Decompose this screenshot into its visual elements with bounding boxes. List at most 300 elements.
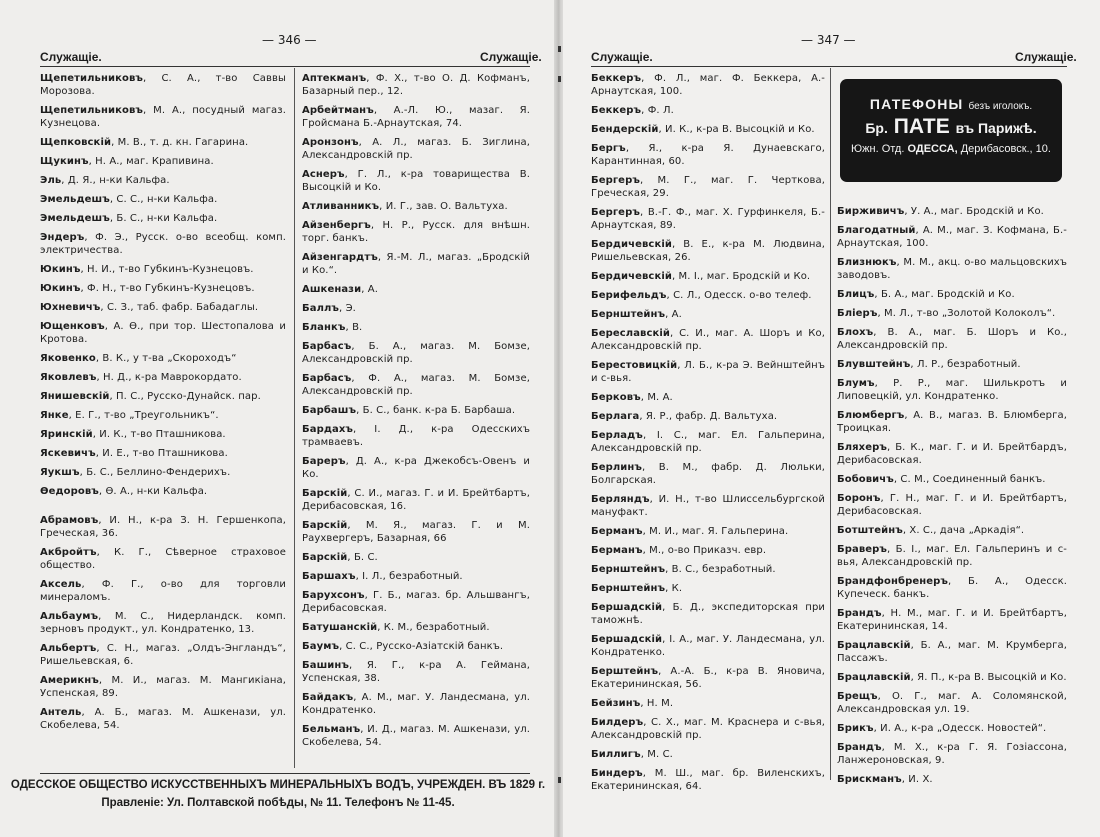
entry-details: , М. М., акц. о-во мальцовскихъ заводовъ. xyxy=(837,257,1067,281)
directory-entry xyxy=(591,697,825,710)
directory-entry xyxy=(837,307,1067,320)
entry-details: , Н. А., маг. Крапивина. xyxy=(88,156,214,167)
entry-details: , И. Д., магаз. М. Ашкенази, ул. Скобелева, 54. xyxy=(302,724,530,748)
entry-details: , М. Х., к-ра Г. Я. Гозіассона, Ланжероновская, 9. xyxy=(837,742,1067,766)
directory-entry xyxy=(591,716,825,742)
directory-entry xyxy=(591,72,825,98)
directory-entry xyxy=(837,358,1067,371)
entry-details: , Б. А., магаз. М. Бомзе, Александровскій пр. xyxy=(302,341,530,365)
ad-line-2: Бр. ПАТЕ въ Парижѣ. xyxy=(865,115,1037,138)
entry-details: , А. М., маг. У. Ландесмана, ул. Кондратенко. xyxy=(302,692,530,716)
entry-surname: Берманъ xyxy=(591,545,643,556)
directory-entry xyxy=(40,447,286,460)
entry-details: , А. М., маг. З. Кофмана, Б.-Арнаутская, 100. xyxy=(837,225,1067,249)
entry-surname: Яковлевъ xyxy=(40,372,97,383)
directory-entry xyxy=(591,308,825,321)
entry-surname: Ѳедоровъ xyxy=(40,486,99,497)
entry-surname: Бернштейнъ xyxy=(591,309,666,320)
entry-details: , М. Я., магаз. Г. и М. Раухвергеръ, Базарная, 66 xyxy=(302,520,530,544)
entry-details: , А. Б., магаз. М. Ашкенази, ул. Скобелева, 54. xyxy=(40,707,286,731)
directory-entry xyxy=(591,174,825,200)
entry-details: , Е. Г., т-во „Треугольникъ“. xyxy=(68,410,219,421)
entry-details: , Б. І., маг. Ел. Гальперинъ и с-вья, Александровскій пр. xyxy=(837,544,1067,568)
entry-details: , Н. И., т-во Губкинъ-Кузнецовъ. xyxy=(80,264,254,275)
directory-entry xyxy=(837,473,1067,486)
directory-entry xyxy=(40,409,286,422)
entry-details: , В. xyxy=(345,322,363,333)
entry-details: , М. И., маг. Я. Гальперина. xyxy=(642,526,789,537)
entry-surname: Антель xyxy=(40,707,82,718)
entry-details: , А. xyxy=(361,284,378,295)
directory-entry xyxy=(591,461,825,487)
directory-entry xyxy=(302,551,530,564)
entry-surname: Бердичевскій xyxy=(591,239,672,250)
entry-details: , А.-А. Б., к-ра В. Яновича, Екатерининская, 56. xyxy=(591,666,825,690)
fold-mark xyxy=(558,777,561,783)
entry-surname: Бершадскій xyxy=(591,634,663,645)
entry-surname: Бершадскій xyxy=(591,602,663,613)
entry-details: , Ѳ. А., н-ки Кальфа. xyxy=(98,486,208,497)
directory-entry xyxy=(591,748,825,761)
entry-surname: Берлинъ xyxy=(591,462,643,473)
entry-surname: Айзенбергъ xyxy=(302,220,371,231)
entry-details: , Г. Н., маг. Г. и И. Брейтбартъ, Дерибасовская. xyxy=(837,493,1067,517)
entry-surname: Щепетильниковъ xyxy=(40,73,143,84)
entries-column-1 xyxy=(40,72,286,738)
entry-surname: Блюмбергъ xyxy=(837,410,905,421)
entry-surname: Блицъ xyxy=(837,289,875,300)
directory-entry xyxy=(40,485,286,498)
directory-entry xyxy=(40,193,286,206)
entry-surname: Аптекманъ xyxy=(302,73,367,84)
entry-details: , Ф. Л. xyxy=(641,105,674,116)
directory-entry xyxy=(40,301,286,314)
entry-surname: Яукшъ xyxy=(40,467,80,478)
directory-entry xyxy=(837,288,1067,301)
entry-surname: Америкнъ xyxy=(40,675,99,686)
directory-entry xyxy=(302,219,530,245)
entry-surname: Бернштейнъ xyxy=(591,564,666,575)
entry-details: , И. Н., т-во Шлиссельбургской мануфакт. xyxy=(591,494,825,518)
entry-surname: Акбройтъ xyxy=(40,547,97,558)
entry-surname: Юкинъ xyxy=(40,283,81,294)
directory-entry xyxy=(591,104,825,117)
directory-entry xyxy=(40,428,286,441)
header-rule xyxy=(591,66,1067,67)
directory-entry xyxy=(40,466,286,479)
entry-details: , М. Л., т-во „Золотой Колоколъ“. xyxy=(877,308,1056,319)
entry-details: , М. И., магаз. М. Мангикіана, Успенская, 89. xyxy=(40,675,286,699)
entry-surname: Бареръ xyxy=(302,456,346,467)
directory-entry xyxy=(591,665,825,691)
entry-details: , Я. Г., к-ра А. Геймана, Успенская, 38. xyxy=(302,660,530,684)
pathe-advertisement xyxy=(840,79,1062,182)
entry-details: , Э. xyxy=(339,303,356,314)
entry-surname: Брискманъ xyxy=(837,774,902,785)
entry-surname: Барбасъ xyxy=(302,373,352,384)
directory-entry xyxy=(302,372,530,398)
entry-surname: Башинъ xyxy=(302,660,350,671)
entry-surname: Эндеръ xyxy=(40,232,85,243)
entry-surname: Юхневичъ xyxy=(40,302,101,313)
entry-details: , Л. Р., безработный. xyxy=(910,359,1021,370)
directory-entry xyxy=(40,263,286,276)
directory-entry xyxy=(40,546,286,572)
entry-details: , Р. Р., маг. Шилькротъ и Липовецкій, ул. Кондратенко. xyxy=(837,378,1067,402)
directory-entry xyxy=(40,104,286,130)
directory-entry xyxy=(302,455,530,481)
entry-surname: Барскій xyxy=(302,552,348,563)
entry-surname: Щукинъ xyxy=(40,156,89,167)
entries-column-1 xyxy=(591,72,825,799)
directory-entry xyxy=(40,72,286,98)
entry-details: , Б. К., маг. Г. и И. Брейтбардъ, Дерибасовская. xyxy=(837,442,1067,466)
entry-surname: Аксель xyxy=(40,579,82,590)
entry-surname: Янке xyxy=(40,410,69,421)
entry-details: , И. К., к-ра В. Высоцкій и Ко. xyxy=(658,124,815,135)
directory-entry xyxy=(302,104,530,130)
entry-details: , А.-Л. Ю., мазаг. Я. Гройсмана Б.-Арнаутская, 74. xyxy=(302,105,530,129)
entry-surname: Бельманъ xyxy=(302,724,361,735)
entry-details: , В. Е., к-ра М. Людвина, Ришельевская, 26. xyxy=(591,239,825,263)
entry-surname: Бирживичъ xyxy=(837,206,905,217)
directory-entry xyxy=(591,601,825,627)
entry-surname: Альбертъ xyxy=(40,643,97,654)
entry-surname: Байдакъ xyxy=(302,692,354,703)
entry-surname: Биндеръ xyxy=(591,768,643,779)
entry-details: , М. С., Нидерландск. комп. зерновъ продукт., ул. Кондратенко, 13. xyxy=(40,611,286,635)
directory-entry xyxy=(302,659,530,685)
entry-surname: Бернштейнъ xyxy=(591,583,666,594)
entry-details: , А. xyxy=(665,309,682,320)
entry-surname: Бардахъ xyxy=(302,424,354,435)
directory-entry xyxy=(40,610,286,636)
entries-column-2 xyxy=(837,205,1067,792)
directory-entry xyxy=(591,206,825,232)
fold-mark xyxy=(558,76,561,82)
directory-entry xyxy=(837,722,1067,735)
directory-entry xyxy=(837,524,1067,537)
entry-surname: Брандфонбренеръ xyxy=(837,576,949,587)
entry-details: , И. Х. xyxy=(901,774,933,785)
entry-details: , В. К., у т-ва „Скороходъ“ xyxy=(95,353,237,364)
entry-details: , І. С., маг. Ел. Гальперина, Александровскій пр. xyxy=(591,430,825,454)
entry-details: , Н. М., маг. Г. и И. Брейтбартъ, Екатерининская, 14. xyxy=(837,608,1067,632)
entry-surname: Благодатный xyxy=(837,225,916,236)
directory-entry xyxy=(837,409,1067,435)
entry-details: , И. Е., т-во Пташникова. xyxy=(95,448,228,459)
entry-surname: Берестовицкій xyxy=(591,360,678,371)
header-rule xyxy=(40,66,530,67)
entry-details: , П. С., Русско-Дунайск. пар. xyxy=(109,391,261,402)
entry-details: , С. С., н-ки Кальфа. xyxy=(109,194,218,205)
directory-entry xyxy=(302,200,530,213)
entry-surname: Атливанникъ xyxy=(302,201,380,212)
entry-surname: Айзенгардтъ xyxy=(302,252,378,263)
directory-entry xyxy=(40,674,286,700)
entry-surname: Брикъ xyxy=(837,723,874,734)
entry-details: , Я.-М. Л., магаз. „Бродскій и Ко.“. xyxy=(302,252,530,276)
entry-surname: Барбашъ xyxy=(302,405,357,416)
directory-entry xyxy=(591,633,825,659)
directory-entry xyxy=(302,283,530,296)
entry-details: , Ф. Э., Русск. о-во всеобщ. комп. электричества. xyxy=(40,232,286,256)
entry-surname: Блувштейнъ xyxy=(837,359,911,370)
entry-details: , Ф. Х., т-во О. Д. Кофманъ, Базарный пер., 12. xyxy=(302,73,530,97)
directory-entry xyxy=(40,174,286,187)
directory-entry xyxy=(40,282,286,295)
entry-details: , И. К., т-во Пташникова. xyxy=(92,429,226,440)
entry-surname: Билдеръ xyxy=(591,717,644,728)
directory-entry xyxy=(837,326,1067,352)
entry-details: , Н. М. xyxy=(640,698,674,709)
directory-entry xyxy=(591,270,825,283)
entry-details: , С. З., таб. фабр. Бабадаглы. xyxy=(100,302,259,313)
entry-details: , Н. Р., Русск. для внѣшн. торг. банкъ. xyxy=(302,220,530,244)
entry-details: , У. А., маг. Бродскій и Ко. xyxy=(904,206,1044,217)
directory-entry xyxy=(40,352,286,365)
entries-column-2 xyxy=(302,72,530,755)
directory-entry xyxy=(302,519,530,545)
entry-details: , М. І., маг. Бродскій и Ко. xyxy=(671,271,811,282)
entry-surname: Бліеръ xyxy=(837,308,878,319)
entry-surname: Брандъ xyxy=(837,742,882,753)
entry-surname: Бобовичъ xyxy=(837,474,894,485)
directory-entry xyxy=(591,582,825,595)
entry-surname: Щепковскій xyxy=(40,137,112,148)
entry-details: , А. Ѳ., при тор. Шестопалова и Кротова. xyxy=(40,321,286,345)
entry-details: , М. А. xyxy=(640,392,673,403)
directory-entry xyxy=(591,289,825,302)
column-divider xyxy=(830,68,831,780)
entry-surname: Аснеръ xyxy=(302,169,345,180)
entry-details: , С. С., Русско-Азіатскій банкъ. xyxy=(339,641,504,652)
footer-advert-title: ОДЕССКОЕ ОБЩЕСТВО ИСКУССТВЕННЫХЪ МИНЕРАЛЬНЫХЪ ВОДЪ, УЧРЕЖДЕН. ВЪ 1829 г. xyxy=(10,779,546,791)
entry-details: , Д. А., к-ра Джекобсъ-Овенъ и Ко. xyxy=(302,456,530,480)
directory-entry xyxy=(837,224,1067,250)
fold-mark xyxy=(558,46,561,52)
entry-surname: Берковъ xyxy=(591,392,641,403)
directory-entry xyxy=(40,155,286,168)
directory-entry xyxy=(40,706,286,732)
entry-details: , Я. Р., фабр. Д. Вальтуха. xyxy=(639,411,778,422)
entry-surname: Беккеръ xyxy=(591,73,642,84)
entry-surname: Щепетильниковъ xyxy=(40,105,143,116)
entry-surname: Бланкъ xyxy=(302,322,346,333)
directory-entry xyxy=(837,575,1067,601)
directory-entry xyxy=(40,514,286,540)
entry-surname: Барскій xyxy=(302,488,348,499)
directory-entry xyxy=(302,321,530,334)
entry-details: , И. Н., к-ра З. Н. Гершенкопа, Греческая, 36. xyxy=(40,515,286,539)
page-number: — 346 — xyxy=(262,33,317,47)
entry-surname: Берманъ xyxy=(591,526,643,537)
entry-details: , І. А., маг. У. Ландесмана, ул. Кондратенко. xyxy=(591,634,825,658)
entry-surname: Брацлавскій xyxy=(837,640,911,651)
entry-details: , О. Г., маг. А. Соломянской, Александровская ул. 19. xyxy=(837,691,1067,715)
directory-entry xyxy=(591,429,825,455)
directory-entry xyxy=(591,410,825,423)
directory-entry xyxy=(837,377,1067,403)
directory-entry xyxy=(591,563,825,576)
directory-entry xyxy=(591,142,825,168)
entry-surname: Блохъ xyxy=(837,327,874,338)
entry-surname: Берляндъ xyxy=(591,494,650,505)
entry-surname: Юкинъ xyxy=(40,264,81,275)
entry-details: , Х. С., дача „Аркадія“. xyxy=(902,525,1025,536)
entry-surname: Ботштейнъ xyxy=(837,525,903,536)
entry-surname: Ющенковъ xyxy=(40,321,105,332)
entry-surname: Барухсонъ xyxy=(302,590,365,601)
directory-entry xyxy=(40,136,286,149)
entry-surname: Арбейтманъ xyxy=(302,105,374,116)
entry-surname: Барскій xyxy=(302,520,348,531)
directory-entry xyxy=(591,544,825,557)
directory-entry xyxy=(837,205,1067,218)
directory-entry xyxy=(837,639,1067,665)
page-number: — 347 — xyxy=(801,33,856,47)
entry-details: , К. М., безработный. xyxy=(377,622,490,633)
entry-details: , Ф. Л., маг. Ф. Беккера, А.-Арнаутская, 100. xyxy=(591,73,825,97)
directory-entry xyxy=(40,390,286,403)
entry-surname: Близнюкъ xyxy=(837,257,897,268)
entry-details: , М., о-во Приказч. евр. xyxy=(642,545,767,556)
directory-entry xyxy=(591,359,825,385)
directory-entry xyxy=(837,441,1067,467)
entry-details: , В. А., маг. Б. Шоръ и Ко., Александровскій пр. xyxy=(837,327,1067,351)
entry-surname: Брандъ xyxy=(837,608,882,619)
directory-entry xyxy=(837,492,1067,518)
entry-surname: Бердичевскій xyxy=(591,271,672,282)
entry-details: , М. А., посудный магаз. Кузнецова. xyxy=(40,105,286,129)
entry-details: , С. А., т-во Саввы Морозова. xyxy=(40,73,286,97)
directory-entry xyxy=(302,423,530,449)
directory-entry xyxy=(837,741,1067,767)
entry-details: , Б. Д., экспедиторская при таможнѣ. xyxy=(591,602,825,626)
entry-details: , Ф. А., магаз. М. Бомзе, Александровскій пр. xyxy=(302,373,530,397)
entry-details: , К. xyxy=(665,583,683,594)
entry-details: , М. В., т. д. кн. Гагарина. xyxy=(111,137,249,148)
directory-entry xyxy=(40,578,286,604)
directory-entry xyxy=(591,238,825,264)
entry-details: , В.-Г. Ф., маг. Х. Гурфинкеля, Б.-Арнаутская, 89. xyxy=(591,207,825,231)
entry-surname: Блумъ xyxy=(837,378,875,389)
entry-details: , Я., к-ра Я. Дунаевскаго, Карантинная, 60. xyxy=(591,143,825,167)
directory-entry xyxy=(591,493,825,519)
running-header-right: Служащіе. xyxy=(480,50,542,64)
entry-details: , Б. А., маг. Бродскій и Ко. xyxy=(874,289,1015,300)
entry-details: , Б. С., Беллино-Фендерихъ. xyxy=(79,467,231,478)
entry-surname: Барбасъ xyxy=(302,341,352,352)
entry-details: , С. Н., магаз. „Олдъ-Энгландъ“, Ришельевская, 6. xyxy=(40,643,286,667)
entry-surname: Беккеръ xyxy=(591,105,642,116)
entry-surname: Баршахъ xyxy=(302,571,356,582)
directory-entry xyxy=(302,168,530,194)
entry-details: , М. Г., маг. Г. Черткова, Греческая, 29. xyxy=(591,175,825,199)
entry-details: , Б. С., банк. к-ра Б. Барбаша. xyxy=(356,405,516,416)
directory-entry xyxy=(302,340,530,366)
entry-details: , С. М., Соединенный банкъ. xyxy=(893,474,1046,485)
directory-entry xyxy=(837,543,1067,569)
entry-surname: Биллигъ xyxy=(591,749,641,760)
directory-entry xyxy=(591,525,825,538)
running-header-left: Служащіе. xyxy=(591,50,653,64)
entry-surname: Баллъ xyxy=(302,303,340,314)
entry-details: , Я. П., к-ра В. Высоцкій и Ко. xyxy=(910,672,1067,683)
directory-entry xyxy=(302,691,530,717)
entry-surname: Альбаумъ xyxy=(40,611,99,622)
footer-rule xyxy=(40,773,530,774)
entry-surname: Эль xyxy=(40,175,62,186)
entry-surname: Баумъ xyxy=(302,641,340,652)
entry-details: , Ф. Г., о-во для торговли минераломъ. xyxy=(40,579,286,603)
directory-entry xyxy=(591,327,825,353)
directory-entry xyxy=(302,589,530,615)
entry-details: , Г. Б., магаз. бр. Альшвангъ, Дерибасовская. xyxy=(302,590,530,614)
directory-entry xyxy=(40,212,286,225)
entry-surname: Берлага xyxy=(591,411,640,422)
entry-details: , Б. А., Одесск. Купеческ. банкъ. xyxy=(837,576,1067,600)
entry-details: , Ф. Н., т-во Губкинъ-Кузнецовъ. xyxy=(80,283,255,294)
directory-entry xyxy=(837,671,1067,684)
directory-entry xyxy=(302,251,530,277)
column-divider xyxy=(294,68,295,768)
entry-surname: Брацлавскій xyxy=(837,672,911,683)
directory-entry xyxy=(591,767,825,793)
entry-details: , Л. Б., к-ра Э. Вейнштейнъ и с-вья. xyxy=(591,360,825,384)
entry-details: , А. В., магаз. В. Блюмберга, Троицкая. xyxy=(837,410,1067,434)
entry-details: , Б. С. xyxy=(347,552,378,563)
directory-entry xyxy=(837,607,1067,633)
entry-surname: Берштейнъ xyxy=(591,666,659,677)
directory-entry xyxy=(302,404,530,417)
directory-entry xyxy=(302,640,530,653)
entry-surname: Бергъ xyxy=(591,143,626,154)
entry-surname: Бергеръ xyxy=(591,175,640,186)
entry-surname: Батушанскій xyxy=(302,622,378,633)
entry-surname: Боронъ xyxy=(837,493,881,504)
entry-details: , М. С. xyxy=(640,749,673,760)
entry-details: , Г. Л., к-ра товарищества В. Высоцкій и Ко. xyxy=(302,169,530,193)
directory-entry xyxy=(40,320,286,346)
entry-details: , А. Л., магаз. Б. Зиглина, Александровскій пр. xyxy=(302,137,530,161)
entry-details: , В. М., фабр. Д. Люльки, Болгарская. xyxy=(591,462,825,486)
entry-details: , С. И., маг. А. Шоръ и Ко, Александровскій пр. xyxy=(591,328,825,352)
entry-details: , Н. Д., к-ра Маврокордато. xyxy=(96,372,242,383)
entry-surname: Яринскій xyxy=(40,429,93,440)
entry-details: , К. Г., Сѣверное страховое общество. xyxy=(40,547,286,571)
directory-entry xyxy=(837,256,1067,282)
entry-details: , М. Ш., маг. бр. Виленскихъ, Екатерининская, 64. xyxy=(591,768,825,792)
entry-surname: Эмельдешъ xyxy=(40,194,110,205)
directory-entry xyxy=(302,723,530,749)
entry-surname: Ашкенази xyxy=(302,284,362,295)
footer-advert-address: Правленіе: Ул. Полтавской побѣды, № 11. Телефонъ № 11-45. xyxy=(101,797,455,809)
entry-details: , С. Л., Одесск. о-во телеф. xyxy=(666,290,812,301)
directory-entry xyxy=(302,487,530,513)
directory-entry xyxy=(302,136,530,162)
directory-entry xyxy=(591,391,825,404)
directory-entry xyxy=(302,621,530,634)
entry-surname: Абрамовъ xyxy=(40,515,99,526)
entry-details: , Б. А., маг. М. Крумберга, Пассажъ. xyxy=(837,640,1067,664)
entry-surname: Береславскій xyxy=(591,328,671,339)
entry-surname: Берладъ xyxy=(591,430,643,441)
entry-surname: Бергеръ xyxy=(591,207,640,218)
entry-details: , І. Д., к-ра Одесскихъ трамваевъ. xyxy=(302,424,530,448)
entry-details: , И. Г., зав. О. Вальтуха. xyxy=(379,201,508,212)
directory-entry xyxy=(837,773,1067,786)
